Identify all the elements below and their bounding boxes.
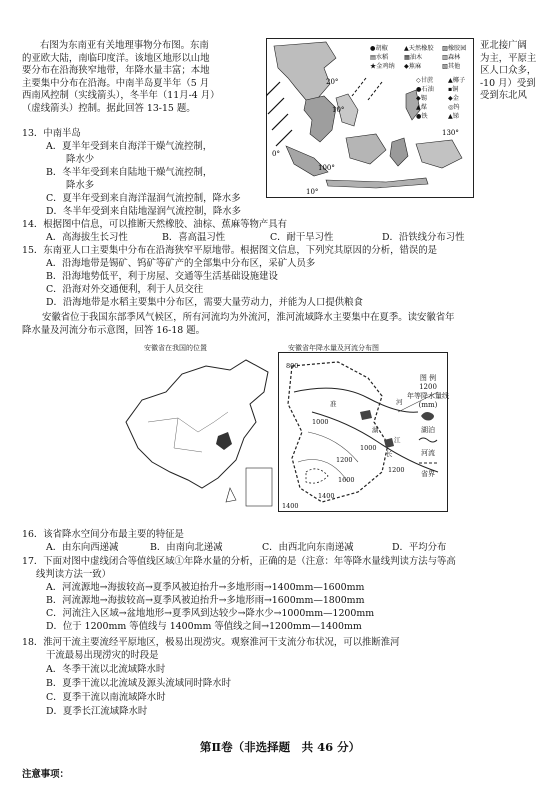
boundary-icon <box>398 458 458 470</box>
map-legend-item: ◆蕉麻 <box>404 63 422 70</box>
question-14-stem: 14．根据图中信息，可以推断天然橡胶、油棕、蕉麻等物产具有 <box>22 219 288 230</box>
option: B．由南向北递减 <box>150 542 223 553</box>
legend-title: 图 例 <box>419 374 437 382</box>
option: B．沿海地势低平，利于房屋、交通等生活基础设施建设 <box>46 271 278 282</box>
legend-unit: (mm) <box>418 401 438 409</box>
option: D．位于 1200mm 等值线与 1400mm 等值线之间→1200mm—1400mm <box>46 621 362 632</box>
option: C．河流注入区域→盆地地形→夏季风到达较少→降水少→1000mm—1200mm <box>46 608 375 619</box>
option: C．夏半年受到来自海洋湿润气流控制，降水多 <box>46 193 241 204</box>
map-legend-item: ▪铜 <box>448 86 459 93</box>
legend-isohyet-value: 1200 <box>419 383 437 391</box>
option: B．冬半年受到来自陆地干燥气流控制， <box>46 167 213 178</box>
china-map-title: 安徽省在我国的位置 <box>144 344 207 352</box>
option: C．耐干旱习性 <box>270 232 334 243</box>
map-legend-item: ▲天然橡胶 <box>404 45 434 52</box>
map-legend-item: ●铁 <box>416 113 428 120</box>
map-legend-item: ◆锡 <box>416 95 427 102</box>
legend-lake-label: 湖泊 <box>421 426 435 434</box>
lat-label: 0° <box>272 150 280 158</box>
question-16-stem: 16．该省降水空间分布最主要的特征是 <box>22 529 184 540</box>
side-line: 亚北接广阔 <box>480 40 527 51</box>
map-legend-item: ●石油 <box>416 86 434 93</box>
map-legend-item: ▨橡胶园 <box>442 45 467 52</box>
lon-label: 100° <box>318 164 335 172</box>
isohyet-label: 1400 <box>318 492 335 500</box>
option: A．夏半年受到来自海洋干燥气流控制， <box>46 141 213 152</box>
question-17-stem: 17．下面对图中虚线闭合等值线区域①年降水量的分析，正确的是（注意：年等降水量线判读方法与等高 <box>22 556 456 567</box>
option: D．平均分布 <box>392 542 447 553</box>
southeast-asia-map <box>266 38 474 198</box>
question-13-stem: 13．中南半岛 <box>22 128 81 139</box>
map-river-label: 长 <box>386 450 393 458</box>
legend-river-label: 河流 <box>421 449 435 457</box>
question-17-stem-cont: 线判读方法一致） <box>36 569 112 580</box>
china-location-map <box>118 352 278 512</box>
map-river-label: 准 <box>330 400 337 408</box>
legend-boundary-label: 省界 <box>421 470 435 478</box>
isohyet-label: 800 <box>286 362 299 370</box>
lat-label: 10° <box>332 106 345 114</box>
anhui-intro-line: 安徽省位于我国东部季风气候区，所有河流均为外流河，淮河流域降水主要集中在夏季。读安徽省年 <box>42 312 455 323</box>
map-legend-item: ◎钨 <box>448 104 460 111</box>
side-line: 为主，平原主 <box>480 52 537 64</box>
lon-label: 130° <box>442 129 459 137</box>
question-18-stem-cont: 干流最易出现涝灾的时段是 <box>46 650 159 661</box>
isohyet-label: 1400 <box>282 502 299 510</box>
lat-label: 10° <box>306 188 319 196</box>
map-legend-item: ▥森林 <box>442 54 461 61</box>
lat-label: 20° <box>326 78 339 86</box>
question-15-stem: 15．东南亚人口主要集中分布在沿海狭窄平原地带。根据图文信息，下列究其原因的分析，错误的是 <box>22 245 438 256</box>
option: B．夏季干流以北流域及源头流域同时降水时 <box>46 678 232 689</box>
legend-isohyet-label: 年等降水量线 <box>407 392 449 400</box>
option: C．沿海对外交通便利，利于人员交往 <box>46 284 204 295</box>
isohyet-label: 1000 <box>312 418 329 426</box>
option: C．夏季干流以南流域降水时 <box>46 692 166 703</box>
map-lake-label: 湖 <box>372 426 379 434</box>
intro-line: 要分布在沿海狭窄地带，年降水量丰富；本地 <box>22 65 210 77</box>
isohyet-label: 1000 <box>360 444 377 452</box>
lake-icon <box>398 410 458 426</box>
option-cont: 降水少 <box>66 154 95 165</box>
map-legend-item: ▧其他 <box>442 63 461 70</box>
anhui-map-title: 安徽省年降水量及河流分布图 <box>288 344 379 352</box>
map-legend-item: ◇甘蔗 <box>416 77 434 84</box>
option: B．喜高温习性 <box>162 232 226 243</box>
option: D．夏季长江流域降水时 <box>46 706 148 717</box>
map-legend-item: ▦油木 <box>404 54 423 61</box>
option: D．沿铁线分布习性 <box>382 232 465 243</box>
side-line: 区人口众多， <box>480 65 537 77</box>
isohyet-label: 1200 <box>336 456 353 464</box>
option: D．冬半年受到来自陆地湿润气流控制，降水多 <box>46 206 242 217</box>
side-line: -10 月）受到 <box>480 77 536 89</box>
map-legend-item: ★金鸡纳 <box>370 63 395 70</box>
map-river-label: 河 <box>396 398 403 406</box>
intro-line: 西南风控制（实线箭头），冬半年（11月-4 月） <box>22 90 220 102</box>
option: A．高海拔生长习性 <box>46 232 128 243</box>
map-legend-item: ▲煤 <box>416 104 427 111</box>
side-line: 受到东北风 <box>480 90 527 102</box>
map-legend-item: ◆金 <box>448 95 459 102</box>
option: B．河流源地→海拔较高→夏季风被迫抬升→多地形雨→1600mm—1800mm <box>46 595 365 606</box>
option: A．由东向西递减 <box>46 542 119 553</box>
anhui-map-legend <box>398 374 458 479</box>
map-legend-item: ▤水稻 <box>370 54 389 61</box>
isohyet-label: 1600 <box>338 476 355 484</box>
map-legend-item: ▲椰子 <box>448 77 466 84</box>
intro-paragraph <box>22 40 262 116</box>
map-river-label: 江 <box>394 436 401 444</box>
river-icon <box>398 435 458 449</box>
question-18-stem: 18．淮河干流主要流经平原地区，极易出现涝灾。观察淮河干支流分布状况，可以推断淮河 <box>22 637 400 648</box>
option: A．河流源地→海拔较高→夏季风被迫抬升→多地形雨→1400mm—1600mm <box>46 582 365 593</box>
isohyet-label: 1200 <box>388 466 405 474</box>
anhui-intro-line: 降水量及河流分布示意图，回答 16-18 题。 <box>22 325 205 336</box>
intro-line: 主要集中分布在沿海。中南半岛夏半年（5 月 <box>22 77 210 89</box>
option-cont: 降水多 <box>66 180 95 191</box>
option: A．冬季干流以北流域降水时 <box>46 664 166 675</box>
option: C．由西北向东南递减 <box>262 542 354 553</box>
map-legend-item: ▲锑 <box>448 113 459 120</box>
intro-line: 的亚欧大陆，南临印度洋。该地区地形以山地 <box>22 52 210 64</box>
intro-line: （虚线箭头）控制。据此回答 13-15 题。 <box>22 102 196 114</box>
option: A．沿海地带是锡矿、钨矿等矿产的全部集中分布区，采矿人员多 <box>46 258 316 269</box>
intro-line: 右图为东南亚有关地理事物分布图。东南 <box>40 40 209 51</box>
notes-label: 注意事项： <box>22 769 69 780</box>
side-paragraph <box>480 40 536 103</box>
option: D．沿海地带是水稻主要集中分布区，需要大量劳动力，并能为人口提供粮食 <box>46 297 363 308</box>
section-title: 第Ⅱ卷（非选择题 共 46 分） <box>199 740 361 754</box>
map-legend-item: ●胡椒 <box>370 45 388 52</box>
